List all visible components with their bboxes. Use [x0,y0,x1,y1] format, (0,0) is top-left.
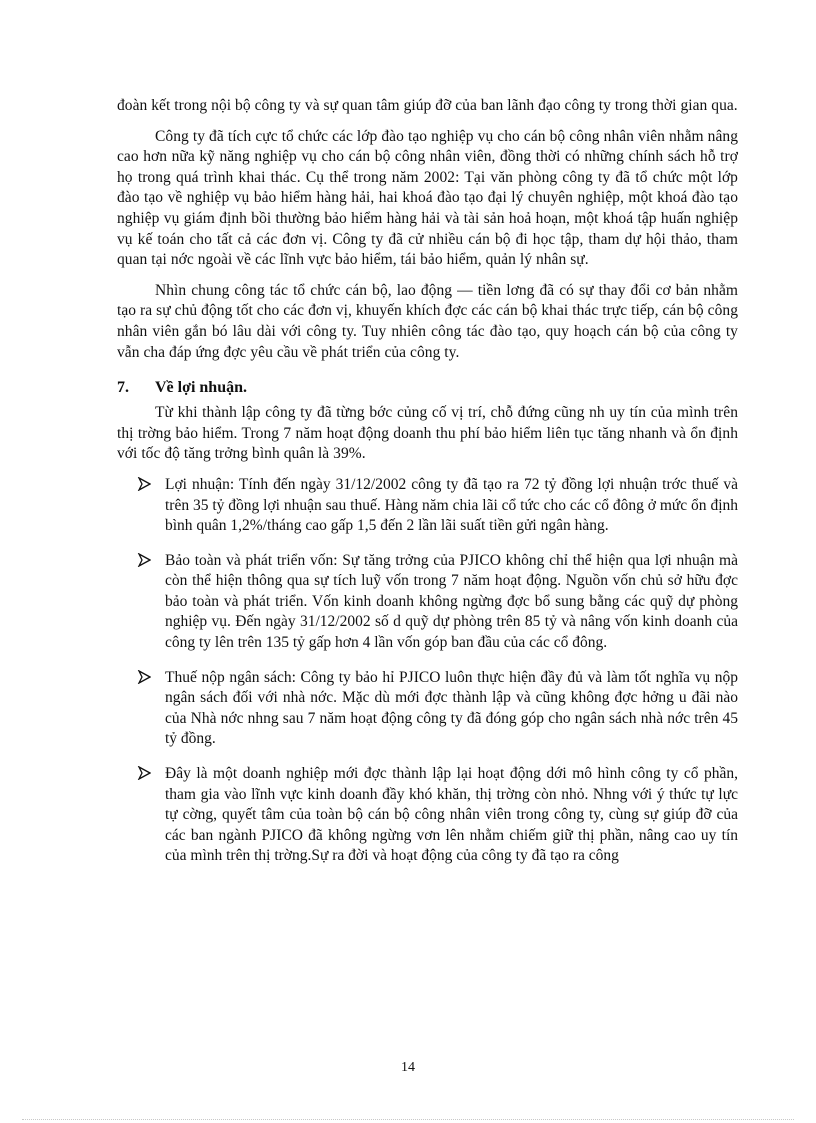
paragraph-summary: Nhìn chung công tác tổ chức cán bộ, lao động — tiền lơng đã có sự thay đổi cơ bản nhằm tạo ra sự chủ động tốt cho các đơn vị, khuyến khích đợc các cán bộ khai thác trực tiếp, cán bộ công nhân viên gắn bó lâu dài với công ty. Tuy nhiên công tác đào tạo, quy hoạch cán bộ của công ty vẫn cha đáp ứng đợc yêu cầu về phát triển của công ty. [117,281,738,361]
arrowhead-bullet-icon [137,553,151,567]
bullet-list [117,475,738,867]
bullet-text: Thuế nộp ngân sách: Công ty bảo hỉ PJICO luôn thực hiện đầy đủ và làm tốt nghĩa vụ nộp ngân sách đối với nhà nớc. Mặc dù mới đợc thành lập và cũng không đợc hởng u đãi nào của Nhà nớc nhng sau 7 năm hoạt động công ty đã đóng góp cho ngân sách nhà nớc trên 45 tỷ đồng. [165,668,738,748]
list-item [117,668,738,750]
arrowhead-bullet-icon [137,670,151,684]
section-heading [117,377,738,399]
bottom-divider [22,1119,794,1120]
arrowhead-bullet-icon [137,477,151,491]
section-intro: Từ khi thành lập công ty đã từng bớc củng cố vị trí, chỗ đứng cũng nh uy tín của mình trên thị trờng bảo hiểm. Trong 7 năm hoạt động doanh thu phí bảo hiểm liên tục tăng nhanh và ổn định với tốc độ tăng trởng bình quân là 39%. [117,404,738,463]
section-number: 7. [117,379,129,397]
document-page [117,96,738,881]
bullet-text: Lợi nhuận: Tính đến ngày 31/12/2002 công ty đã tạo ra 72 tỷ đồng lợi nhuận trớc thuế và trên 35 tỷ đồng lợi nhuận sau thuế. Hàng năm chia lãi cổ tức cho các cổ đông ở mức ổn định bình quân 1,2%/tháng cao gấp 1,5 đến 2 lần lãi suất tiền gửi ngân hàng. [165,475,738,535]
section-title: Về lợi nhuận. [155,379,247,397]
list-item [117,475,738,537]
paragraph-training: Công ty đã tích cực tổ chức các lớp đào tạo nghiệp vụ cho cán bộ công nhân viên nhằm nâng cao hơn nữa kỹ năng nghiệp vụ cho cán bộ công nhân viên, đồng thời có những chính sách hỗ trợ họ trong quá trình khai thác. Cụ thể trong năm 2002: Tại văn phòng công ty đã tổ chức một lớp đào tạo về nghiệp vụ bảo hiểm hàng hải, hai khoá đào tạo đại lý chuyên nghiệp, một khoá đào tạo nghiệp vụ giám định bồi thường bảo hiểm hàng hải và tài sản hoả hoạn, một khoá tập huấn nghiệp vụ kế toán cho tất cả các đơn vị. Công ty đã cử nhiều cán bộ đi học tập, tham dự hội thảo, tham quan tại nớc ngoài về các lĩnh vực bảo hiểm, tái bảo hiểm, quản lý nhân sự. [117,127,738,269]
paragraph-continuation: đoàn kết trong nội bộ công ty và sự quan tâm giúp đỡ của ban lãnh đạo công ty trong thời gian qua. [117,97,738,114]
bullet-text: Bảo toàn và phát triển vốn: Sự tăng trởng của PJICO không chỉ thể hiện qua lợi nhuận mà còn thể hiện thông qua sự tích luỹ vốn trong 7 năm hoạt động. Nguồn vốn chủ sở hữu đợc bảo toàn và phát triển. Vốn kinh doanh không ngừng đợc bổ sung bằng các quỹ dự phòng nghiệp vụ. Đến ngày 31/12/2002 số d quỹ dự phòng trên 85 tỷ và nâng vốn kinh doanh của công ty lên trên 135 tỷ gấp hơn 4 lần vốn góp ban đầu của các cổ đông. [165,551,738,652]
arrowhead-bullet-icon [137,766,151,780]
page-number: 14 [401,1060,415,1075]
list-item [117,551,738,654]
bullet-text: Đây là một doanh nghiệp mới đợc thành lập lại hoạt động dới mô hình công ty cổ phần, tham gia vào lĩnh vực kinh doanh đầy khó khăn, thị trờng còn nhỏ. Nhng với ý thức tự lực tự cờng, quyết tâm của toàn bộ cán bộ công nhân viên trong công ty, cùng sự giúp đỡ của các ban ngành PJICO đã không ngừng vơn lên nhằm chiếm giữ thị phần, nâng cao uy tín của mình trên thị trờng.Sự ra đời và hoạt động của công ty đã tạo ra công [165,765,738,865]
list-item [117,764,738,867]
